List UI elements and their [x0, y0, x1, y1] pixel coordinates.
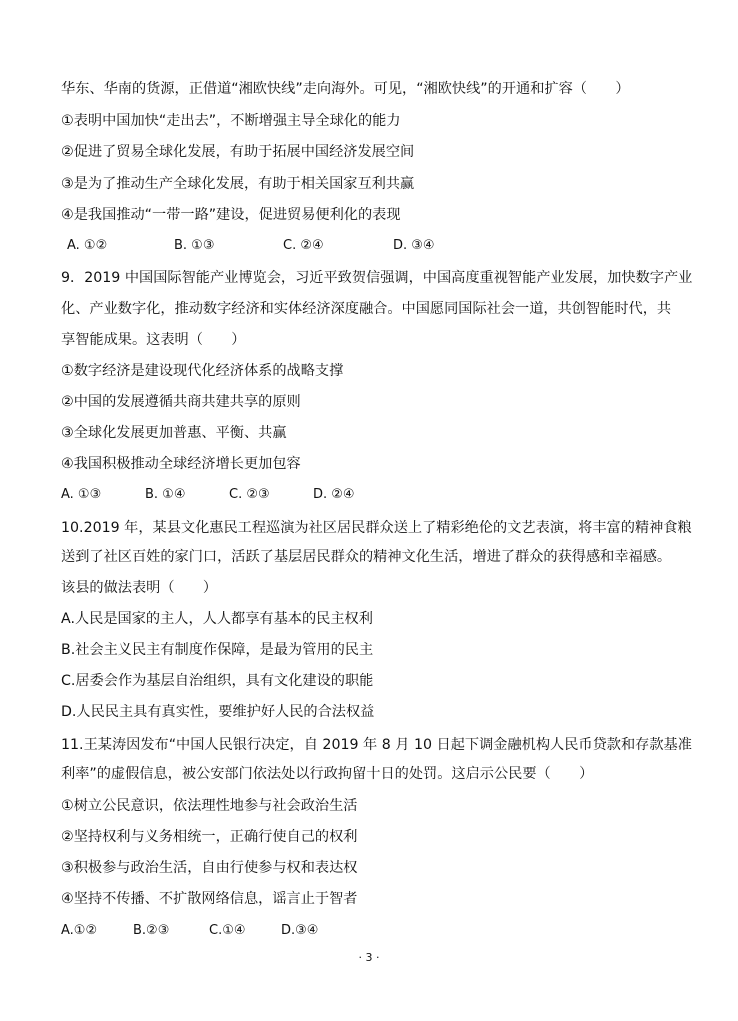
q11-option-a: A.①② [61, 923, 98, 938]
q10-option-b: B.社会主义民主有制度作保障，是最为管用的民主 [61, 642, 374, 658]
q8-option-b: B. ①③ [174, 238, 215, 253]
q8-option-d: D. ③④ [393, 238, 435, 253]
page-number: · 3 · [358, 951, 380, 964]
q8-stem-tail: 华东、华南的货源，正借道“湘欧快线”走向海外。可见，“湘欧快线”的开通和扩容（ ） [61, 81, 630, 97]
q10-option-a: A.人民是国家的主人，人人都享有基本的民主权利 [61, 611, 373, 627]
q10-stem-line-2: 送到了社区百姓的家门口，活跃了基层居民群众的精神文化生活，增进了群众的获得感和幸福感。 [61, 549, 672, 565]
q11-item-4: ④坚持不传播、不扩散网络信息，谣言止于智者 [61, 891, 358, 907]
q8-item-4: ④是我国推动“一带一路”建设，促进贸易便利化的表现 [61, 207, 401, 223]
q10-option-c: C.居委会作为基层自治组织，具有文化建设的职能 [61, 673, 374, 689]
q11-stem-line-1: 11.王某涛因发布“中国人民银行决定，自 2019 年 8 月 10 日起下调金融机构人民币贷款和存款基准 [61, 737, 692, 753]
q9-item-3: ③全球化发展更加普惠、平衡、共赢 [61, 425, 287, 441]
q9-item-1: ①数字经济是建设现代化经济体系的战略支撑 [61, 363, 344, 379]
q11-item-1: ①树立公民意识，依法理性地参与社会政治生活 [61, 798, 358, 814]
q8-option-a: A. ①② [67, 238, 108, 253]
q11-item-3: ③积极参与政治生活，自由行使参与权和表达权 [61, 860, 358, 876]
q10-stem-line-1: 10.2019 年，某县文化惠民工程巡演为社区居民群众送上了精彩绝伦的文艺表演，将丰富的精神食粮 [61, 520, 692, 536]
q10-stem-line-3: 该县的做法表明（ ） [61, 580, 218, 596]
q9-item-2: ②中国的发展遵循共商共建共享的原则 [61, 394, 301, 410]
q9-option-d: D. ②④ [313, 487, 355, 502]
q8-item-1: ①表明中国加快“走出去”，不断增强主导全球化的能力 [61, 113, 401, 129]
q8-option-c: C. ②④ [283, 238, 324, 253]
q9-option-a: A. ①③ [61, 487, 102, 502]
q11-item-2: ②坚持权利与义务相统一，正确行使自己的权利 [61, 829, 358, 845]
q9-stem-line-1: 9．2019 中国国际智能产业博览会，习近平致贺信强调，中国高度重视智能产业发展，加快数字产业 [61, 270, 693, 286]
q8-item-3: ③是为了推动生产全球化发展，有助于相关国家互利共赢 [61, 176, 415, 192]
q9-option-b: B. ①④ [145, 487, 186, 502]
q11-option-b: B.②③ [133, 923, 170, 938]
q11-option-d: D.③④ [281, 923, 319, 938]
q11-option-c: C.①④ [209, 923, 246, 938]
q10-option-d: D.人民民主具有真实性，要维护好人民的合法权益 [61, 704, 375, 720]
q8-item-2: ②促进了贸易全球化发展，有助于拓展中国经济发展空间 [61, 144, 415, 160]
q9-item-4: ④我国积极推动全球经济增长更加包容 [61, 456, 301, 472]
q9-stem-line-3: 享智能成果。这表明（ ） [61, 332, 246, 348]
q11-stem-line-2: 利率”的虚假信息，被公安部门依法处以行政拘留十日的处罚。这启示公民要（ ） [61, 766, 594, 782]
q9-option-c: C. ②③ [229, 487, 270, 502]
q9-stem-line-2: 化、产业数字化，推动数字经济和实体经济深度融合。中国愿同国际社会一道，共创智能时代，共 [61, 301, 672, 317]
